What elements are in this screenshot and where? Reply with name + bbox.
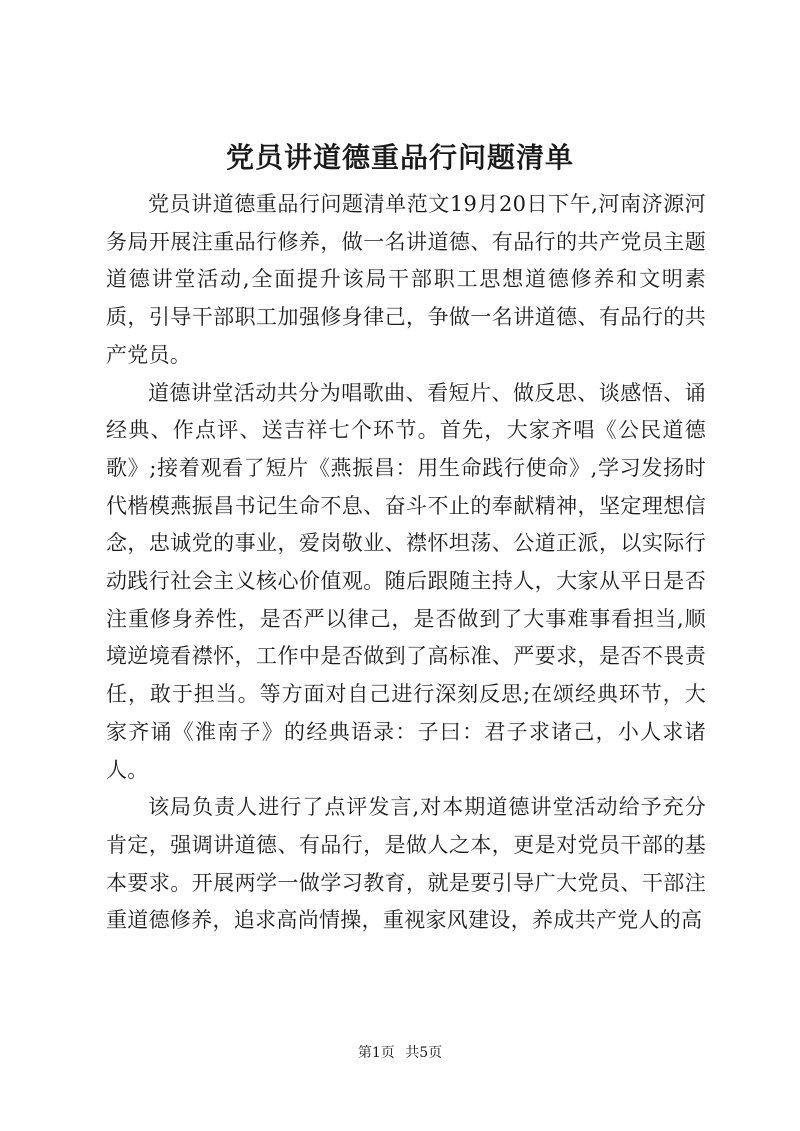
paragraph-1: 党员讲道德重品行问题清单范文19月20日下午,河南济源河务局开展注重品行修养，做一名讲道德、有品行的共产党员主题道德讲堂活动,全面提升该局干部职工思想道德修养和文明素质，引导干部职工加强修身律己，争做一名讲道德、有品行的共产党员。 bbox=[106, 192, 706, 367]
page-total: 共5页 bbox=[405, 1045, 443, 1061]
paragraph-3: 该局负责人进行了点评发言,对本期道德讲堂活动给予充分肯定，强调讲道德、有品行，是做人之本，更是对党员干部的基本要求。开展两学一做学习教育，就是要引导广大党员、干部注重道德修养，追求高尚情操，重视家风建设，养成共产党人的高 bbox=[106, 795, 706, 933]
document-body bbox=[106, 186, 706, 940]
page-footer bbox=[0, 1043, 800, 1063]
document-title: 党员讲道德重品行问题清单 bbox=[225, 141, 574, 174]
paragraph-2: 道德讲堂活动共分为唱歌曲、看短片、做反思、谈感悟、诵经典、作点评、送吉祥七个环节。首先，大家齐唱《公民道德歌》;接着观看了短片《燕振昌：用生命践行使命》,学习发扬时代楷模燕振昌书记生命不息、奋斗不止的奉献精神，坚定理想信念，忠诚党的事业，爱岗敬业、襟怀坦荡、公道正派，以实际行动践行社会主义核心价值观。随后跟随主持人，大家从平日是否注重修身养性，是否严以律己，是否做到了大事难事看担当,顺境逆境看襟怀，工作中是否做到了高标准、严要求，是否不畏责任，敢于担当。等方面对自己进行深刻反思;在颂经典环节，大家齐诵《淮南子》的经典语录：子曰：君子求诸己，小人求诸人。 bbox=[106, 380, 706, 782]
page-number: 第1页 bbox=[357, 1045, 395, 1061]
